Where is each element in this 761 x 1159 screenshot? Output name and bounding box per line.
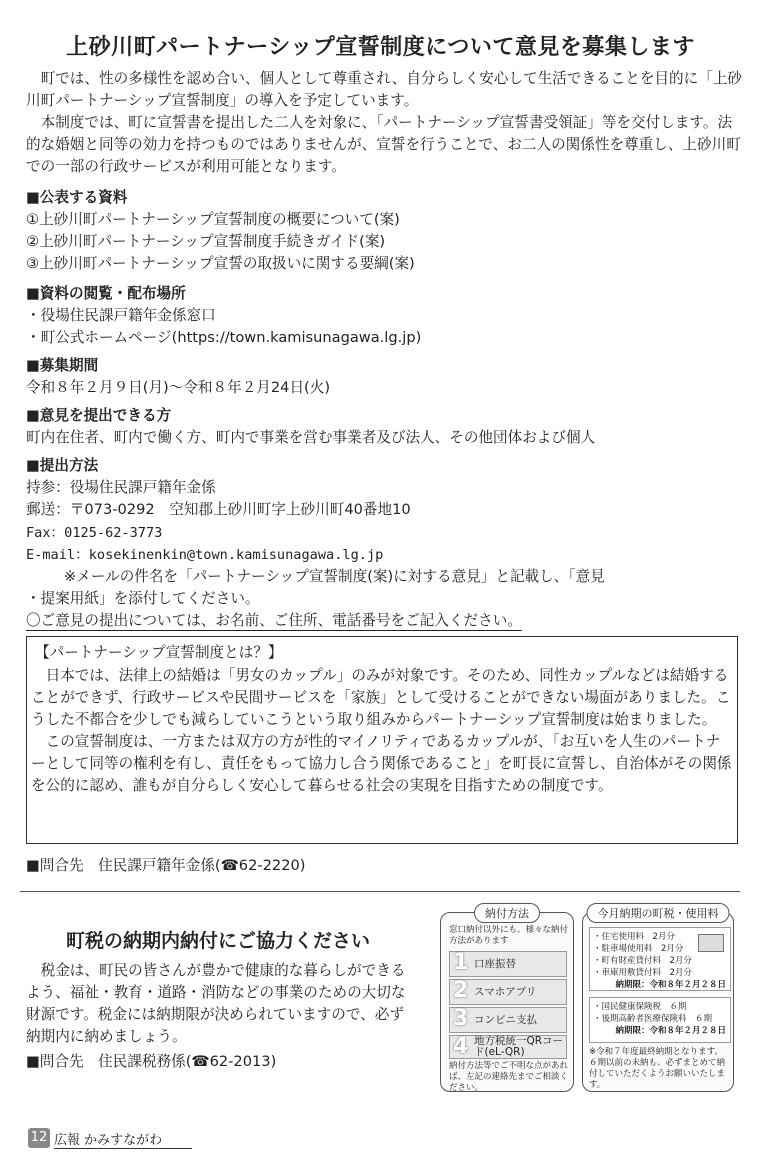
due-item-property: ・町有財産貸付料 2月分 bbox=[593, 956, 692, 966]
definition-box bbox=[26, 636, 738, 844]
due-footer-note: ※令和７年度最終納期となります。６期以前の未納も、必ずまとめて納付していただくようお願いいたします。 bbox=[589, 1047, 726, 1090]
tax-text: 税金は、町民の皆さんが豊かで健康的な暮らしができるよう、福祉・教育・道路・消防などの事業のための大切な財源です。税金には納期限が決められていますので、必ず納期内に納めましょう。 bbox=[26, 962, 406, 1045]
due-item-housing: ・住宅使用料 2月分 bbox=[593, 932, 675, 942]
payment-methods-footer: 納付方法等でご不明な点があれば、左記の連絡先までご相談ください。 bbox=[449, 1061, 569, 1093]
payment-methods-panel bbox=[440, 907, 574, 1093]
payment-step-2 bbox=[449, 979, 567, 1005]
payment-step-4-label: 地方税統一QRコード(eL-QR) bbox=[474, 1035, 564, 1058]
definition-heading: 【パートナーシップ宣誓制度とは？】 bbox=[35, 644, 283, 661]
payment-step-2-number: 2 bbox=[453, 978, 469, 1003]
intro-paragraph-2: 本制度では、町に宣誓書を提出した二人を対象に、「パートナーシップ宣誓書受領証」等を交付します。法的な婚姻と同等の効力を持つものではありませんが、宣誓を行うことで、お二人の関係性を尊重し、上砂川町での一部の行政サービスが利用可能となります。 bbox=[26, 114, 741, 175]
payment-step-3 bbox=[449, 1007, 567, 1033]
method-heading: ■提出方法 bbox=[26, 457, 99, 474]
page-title: 上砂川町パートナーシップ宣誓制度について意見を募集します bbox=[66, 35, 695, 60]
due-group-1 bbox=[589, 927, 731, 991]
location-item-1: ・役場住民課戸籍年金係窓口 bbox=[26, 307, 216, 324]
method-note-3: 〇ご意見の提出については、お名前、ご住所、電話番号をご記入ください。 bbox=[26, 612, 522, 629]
material-item-1: ①上砂川町パートナーシップ宣誓制度の概要について(案) bbox=[26, 211, 400, 228]
material-item-3: ③上砂川町パートナーシップ宣誓の取扱いに関する要綱(案) bbox=[26, 255, 415, 272]
due-deadline-1: 納期限：令和８年２月２８日 bbox=[615, 980, 726, 990]
method-bring: 持参：役場住民課戸籍年金係 bbox=[26, 479, 216, 496]
due-item-health-insurance: ・国民健康保険税 ６期 bbox=[593, 1002, 687, 1012]
payment-step-3-number: 3 bbox=[453, 1006, 469, 1031]
page-number: 12 bbox=[28, 1128, 50, 1148]
who-text: 町内在住者、町内で働く方、町内で事業を営む事業者及び法人、その他団体および個人 bbox=[26, 429, 596, 446]
method-note-2: ・提案用紙」を添付してください。 bbox=[26, 590, 260, 607]
house-icon bbox=[698, 934, 724, 952]
intro-paragraph-1: 町では、性の多様性を認め合い、個人として尊重され、自分らしく安心して生活できることを目的に「上砂川町パートナーシップ宣誓制度」の導入を予定しています。 bbox=[26, 70, 742, 109]
location-item-2[interactable]: ・町公式ホームページ(https://town.kamisunagawa.lg.jp) bbox=[26, 329, 422, 346]
period-text: 令和８年２月９日(月)～令和８年２月24日(火) bbox=[26, 379, 331, 396]
due-group-2 bbox=[589, 997, 731, 1043]
payment-step-4 bbox=[449, 1035, 567, 1059]
tax-text-block bbox=[26, 960, 418, 1048]
method-note-1: ※メールの件名を「パートナーシップ宣誓制度(案)に対する意見」と記載し、「意見 bbox=[64, 568, 605, 585]
payment-step-3-label: コンビニ支払 bbox=[474, 1014, 537, 1026]
payment-methods-note: 窓口納付以外にも、様々な納付方法があります bbox=[449, 925, 569, 946]
publication-name: 広報 かみすながわ bbox=[54, 1129, 192, 1149]
due-this-month-panel bbox=[582, 907, 734, 1092]
definition-paragraph-1: 日本では、法律上の結婚は「男女のカップル」のみが対象です。そのため、同性カップルなどは結婚することができず、行政サービスや民間サービスを「家族」として受けることができない場面がありました。こうした不都合を少しでも減らしていこうという取り組みからパートナーシップ宣誓制度は始まりました。 bbox=[31, 667, 731, 728]
tax-heading: 町税の納期内納付にご協力ください bbox=[66, 930, 371, 952]
locations-heading: ■資料の閲覧・配布場所 bbox=[26, 285, 186, 302]
payment-step-1-label: 口座振替 bbox=[474, 958, 516, 970]
payment-step-2-label: スマホアプリ bbox=[474, 986, 537, 998]
payment-step-1-number: 1 bbox=[453, 950, 469, 975]
due-deadline-2: 納期限：令和８年２月２８日 bbox=[615, 1026, 726, 1036]
contact-family-register: ■問合先 住民課戸籍年金係(☎62-2220) bbox=[26, 857, 306, 874]
method-mail: 郵送：〒073-0292 空知郡上砂川町字上砂川町40番地10 bbox=[26, 501, 411, 518]
method-email[interactable]: E-mail：kosekinenkin@town.kamisunagawa.lg.jp bbox=[26, 547, 384, 563]
payment-step-1 bbox=[449, 951, 567, 977]
due-this-month-title: 今月納期の町税・使用料 bbox=[587, 903, 730, 923]
material-item-2: ②上砂川町パートナーシップ宣誓制度手続きガイド(案) bbox=[26, 233, 386, 250]
section-divider bbox=[20, 891, 740, 892]
intro-text bbox=[26, 68, 742, 178]
materials-heading: ■公表する資料 bbox=[26, 189, 128, 206]
who-heading: ■意見を提出できる方 bbox=[26, 407, 172, 424]
definition-paragraph-2: この宣誓制度は、一方または双方の方が性的マイノリティであるカップルが、「お互いを人生のパートナーとして同等の権利を有し、責任をもって協力し合う関係であること」を町長に宣誓し、自治体がその関係を公的に認め、誰もが自分らしく安心して暮らせる社会の実現を目指すための制度です。 bbox=[31, 733, 732, 794]
tax-contact: ■問合先 住民課税務係(☎62-2013) bbox=[26, 1053, 277, 1070]
due-item-garage: ・車庫用敷貸付料 2月分 bbox=[593, 968, 692, 978]
due-item-parking: ・駐車場使用料 2月分 bbox=[593, 944, 684, 954]
due-item-elderly-medical: ・後期高齢者医療保険料 ６期 bbox=[593, 1014, 713, 1024]
method-fax: Fax：0125-62-3773 bbox=[26, 525, 163, 541]
period-heading: ■募集期間 bbox=[26, 357, 99, 374]
payment-methods-title: 納付方法 bbox=[474, 903, 540, 923]
payment-step-4-number: 4 bbox=[453, 1034, 469, 1059]
